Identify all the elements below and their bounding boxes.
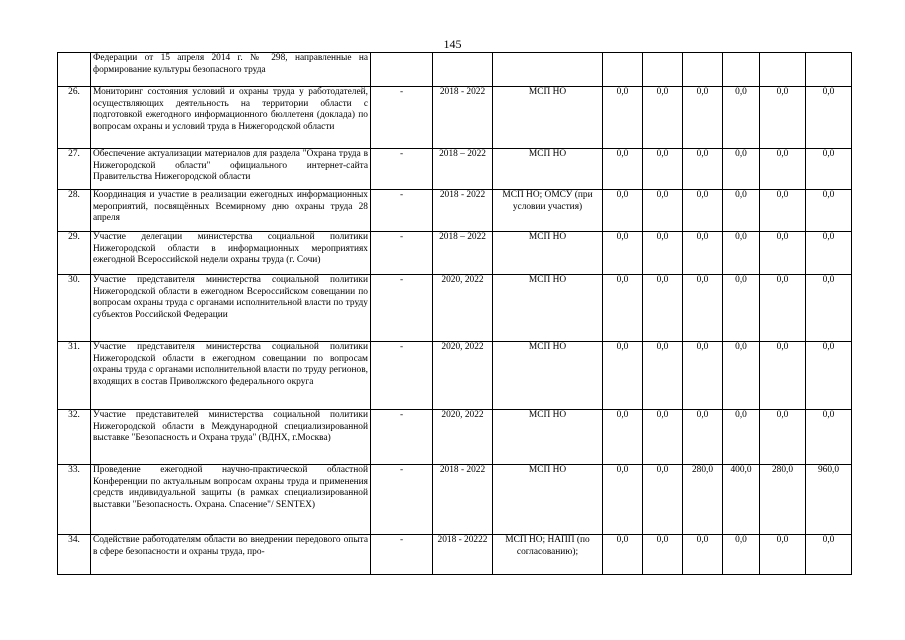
- responsible-executor: МСП НО: [493, 232, 603, 275]
- budget-value-year-4: 0,0: [723, 87, 760, 149]
- budget-value-year-3: 0,0: [683, 232, 723, 275]
- funding-dash: [371, 53, 433, 87]
- budget-value-year-4: 0,0: [723, 535, 760, 575]
- table-row: [58, 465, 852, 535]
- budget-value-year-2: 0,0: [643, 87, 683, 149]
- measure-description: Участие представителя министерства социальной политики Нижегородской области в ежегодном Всероссийском совещании по вопросам охраны труда с органами исполнительной власти по труду субъектов Российской Федерации: [91, 275, 371, 342]
- table-row: [58, 275, 852, 342]
- implementation-period: 2018 – 2022: [433, 149, 493, 190]
- implementation-period: 2018 - 20222: [433, 535, 493, 575]
- budget-value-year-5: 0,0: [760, 410, 806, 465]
- measure-description: Мониторинг состояния условий и охраны труда у работодателей, осуществляющих деятельность на территории области с подготовкой ежегодного информационного бюллетеня (доклада) по вопросам охраны и условий труда в Нижегородской области: [91, 87, 371, 149]
- row-number: 31.: [58, 342, 91, 410]
- implementation-period: 2020, 2022: [433, 275, 493, 342]
- budget-value-year-4: 400,0: [723, 465, 760, 535]
- budget-value-year-4: 0,0: [723, 342, 760, 410]
- budget-value-year-5: 0,0: [760, 275, 806, 342]
- budget-value-year-3: 0,0: [683, 342, 723, 410]
- row-number: [58, 53, 91, 87]
- implementation-period: 2018 – 2022: [433, 232, 493, 275]
- budget-value-year-3: 0,0: [683, 149, 723, 190]
- table-row: [58, 87, 852, 149]
- implementation-period: 2018 - 2022: [433, 87, 493, 149]
- row-number: 30.: [58, 275, 91, 342]
- budget-value-year-5: 280,0: [760, 465, 806, 535]
- measure-description: Участие представителя министерства социальной политики Нижегородской области в ежегодном совещании по вопросам охраны труда с органами исполнительной власти по труду регионов, входящих в состав Приволжского федерального округа: [91, 342, 371, 410]
- funding-dash: -: [371, 465, 433, 535]
- budget-value-year-3: 0,0: [683, 535, 723, 575]
- budget-value-year-1: 0,0: [603, 535, 643, 575]
- measure-description: Участие делегации министерства социальной политики Нижегородской области в информационных мероприятиях ежегодной Всероссийской недели охраны труда (г. Сочи): [91, 232, 371, 275]
- table-row: [58, 149, 852, 190]
- budget-value-year-3: 0,0: [683, 87, 723, 149]
- budget-value-year-3: 0,0: [683, 410, 723, 465]
- responsible-executor: МСП НО: [493, 342, 603, 410]
- budget-value-year-6: 0,0: [806, 275, 852, 342]
- budget-value-year-2: 0,0: [643, 275, 683, 342]
- table-row: [58, 410, 852, 465]
- funding-dash: -: [371, 87, 433, 149]
- budget-value-year-6: 960,0: [806, 465, 852, 535]
- table-row: [58, 535, 852, 575]
- row-number: 29.: [58, 232, 91, 275]
- budget-value-year-2: 0,0: [643, 535, 683, 575]
- table-row: [58, 53, 852, 87]
- budget-value-year-1: 0,0: [603, 342, 643, 410]
- budget-value-year-3: 0,0: [683, 190, 723, 232]
- responsible-executor: МСП НО; ОМСУ (при условии участия): [493, 190, 603, 232]
- budget-value-year-2: 0,0: [643, 410, 683, 465]
- budget-value-year-1: 0,0: [603, 410, 643, 465]
- funding-dash: -: [371, 232, 433, 275]
- budget-value-year-6: 0,0: [806, 410, 852, 465]
- responsible-executor: МСП НО: [493, 410, 603, 465]
- budget-value-year-2: 0,0: [643, 149, 683, 190]
- budget-value-year-4: 0,0: [723, 149, 760, 190]
- measure-description: Содействие работодателям области во внедрении передового опыта в сфере безопасности и охраны труда, про-: [91, 535, 371, 575]
- budget-value-year-6: 0,0: [806, 149, 852, 190]
- budget-value-year-5: 0,0: [760, 342, 806, 410]
- budget-value-year-1: 0,0: [603, 190, 643, 232]
- budget-value-year-1: 0,0: [603, 465, 643, 535]
- budget-value-year-6: 0,0: [806, 232, 852, 275]
- budget-value-year-2: 0,0: [643, 232, 683, 275]
- measure-description: Участие представителей министерства социальной политики Нижегородской области в Международной специализированной выставке "Безопасность и Охрана труда" (ВДНХ, г.Москва): [91, 410, 371, 465]
- budget-value-year-1: 0,0: [603, 232, 643, 275]
- budget-value-year-2: 0,0: [643, 465, 683, 535]
- budget-value-year-5: 0,0: [760, 149, 806, 190]
- budget-value-year-1: 0,0: [603, 149, 643, 190]
- responsible-executor: МСП НО; НАПП (по согласованию);: [493, 535, 603, 575]
- measure-description: Обеспечение актуализации материалов для раздела "Охрана труда в Нижегородской области" официального интернет-сайта Правительства Нижегородской области: [91, 149, 371, 190]
- page-number: 145: [443, 37, 462, 51]
- budget-value-year-6: 0,0: [806, 87, 852, 149]
- budget-value-year-1: [603, 53, 643, 87]
- funding-dash: -: [371, 275, 433, 342]
- budget-value-year-1: 0,0: [603, 275, 643, 342]
- budget-value-year-4: [723, 53, 760, 87]
- budget-value-year-6: [806, 53, 852, 87]
- budget-value-year-1: 0,0: [603, 87, 643, 149]
- budget-value-year-5: 0,0: [760, 232, 806, 275]
- table-row: [58, 342, 852, 410]
- implementation-period: 2018 - 2022: [433, 190, 493, 232]
- implementation-period: 2018 - 2022: [433, 465, 493, 535]
- responsible-executor: МСП НО: [493, 465, 603, 535]
- budget-value-year-4: 0,0: [723, 275, 760, 342]
- budget-value-year-2: 0,0: [643, 190, 683, 232]
- responsible-executor: [493, 53, 603, 87]
- budget-value-year-3: 280,0: [683, 465, 723, 535]
- budget-value-year-3: [683, 53, 723, 87]
- budget-value-year-4: 0,0: [723, 232, 760, 275]
- budget-value-year-5: 0,0: [760, 87, 806, 149]
- table-row: [58, 232, 852, 275]
- budget-value-year-6: 0,0: [806, 342, 852, 410]
- budget-value-year-5: 0,0: [760, 535, 806, 575]
- responsible-executor: МСП НО: [493, 87, 603, 149]
- funding-dash: -: [371, 535, 433, 575]
- budget-value-year-5: [760, 53, 806, 87]
- row-number: 32.: [58, 410, 91, 465]
- budget-value-year-2: [643, 53, 683, 87]
- row-number: 33.: [58, 465, 91, 535]
- budget-value-year-4: 0,0: [723, 190, 760, 232]
- responsible-executor: МСП НО: [493, 149, 603, 190]
- table-body: [58, 53, 852, 575]
- budget-value-year-4: 0,0: [723, 410, 760, 465]
- responsible-executor: МСП НО: [493, 275, 603, 342]
- funding-dash: -: [371, 410, 433, 465]
- budget-value-year-5: 0,0: [760, 190, 806, 232]
- measure-description: Федерации от 15 апреля 2014 г. № 298, направленные на формирование культуры безопасного труда: [91, 53, 371, 87]
- implementation-period: 2020, 2022: [433, 410, 493, 465]
- table-row: [58, 190, 852, 232]
- row-number: 34.: [58, 535, 91, 575]
- budget-value-year-6: 0,0: [806, 535, 852, 575]
- funding-dash: -: [371, 190, 433, 232]
- measure-description: Проведение ежегодной научно-практической областной Конференции по актуальным вопросам охраны труда и применения средств индивидуальной защиты (в рамках специализированной выставки "Безопасность. Охрана. Спасение"/ SENTEX): [91, 465, 371, 535]
- row-number: 28.: [58, 190, 91, 232]
- budget-value-year-3: 0,0: [683, 275, 723, 342]
- funding-dash: -: [371, 342, 433, 410]
- funding-dash: -: [371, 149, 433, 190]
- budget-value-year-2: 0,0: [643, 342, 683, 410]
- implementation-period: 2020, 2022: [433, 342, 493, 410]
- budget-value-year-6: 0,0: [806, 190, 852, 232]
- measure-description: Координация и участие в реализации ежегодных информационных мероприятий, посвящённых Всемирному дню охраны труда 28 апреля: [91, 190, 371, 232]
- row-number: 27.: [58, 149, 91, 190]
- implementation-period: [433, 53, 493, 87]
- row-number: 26.: [58, 87, 91, 149]
- measures-table: [57, 52, 852, 575]
